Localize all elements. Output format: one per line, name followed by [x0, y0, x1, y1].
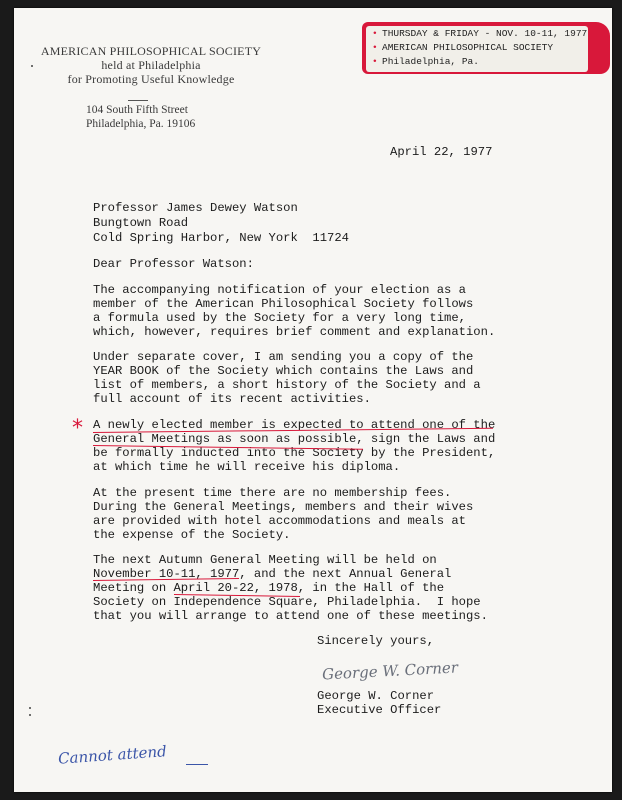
paragraph-line: The next Autumn General Meeting will be held on — [93, 553, 437, 567]
letterhead-city: Philadelphia, Pa. 19106 — [86, 118, 196, 130]
stray-mark — [29, 707, 31, 709]
salutation: Dear Professor Watson: — [93, 257, 254, 271]
paragraph-line: at which time he will receive his diploma. — [93, 460, 401, 474]
handwritten-signature: George W. Corner — [321, 658, 459, 684]
letterhead-street: 104 South Fifth Street — [86, 104, 188, 116]
stray-mark — [31, 65, 33, 67]
letterhead — [40, 44, 262, 86]
paragraph-line: At the present time there are no membership fees. — [93, 486, 452, 500]
handwritten-note: Cannot attend — [57, 742, 168, 768]
paragraph-line: are provided with hotel accommodations and meals at — [93, 514, 466, 528]
letterhead-divider — [128, 100, 148, 101]
paragraph-line: The accompanying notification of your election as a — [93, 283, 466, 297]
signer-name: George W. Corner — [317, 689, 435, 703]
paragraph-line: that you will arrange to attend one of these meetings. — [93, 609, 488, 623]
recipient-city: Cold Spring Harbor, New York 11724 — [93, 231, 349, 245]
sticker-line-city: • Philadelphia, Pa. — [382, 56, 479, 67]
closing: Sincerely yours, — [317, 634, 435, 648]
letter-page — [14, 8, 612, 792]
paragraph-line: Society on Independence Square, Philadelphia. I hope — [93, 595, 481, 609]
sticker-line-org: • AMERICAN PHILOSOPHICAL SOCIETY — [382, 42, 553, 53]
letterhead-org-motto: for Promoting Useful Knowledge — [67, 72, 235, 86]
recipient-name: Professor James Dewey Watson — [93, 201, 298, 215]
paragraph-line: full account of its recent activities. — [93, 392, 371, 406]
recipient-street: Bungtown Road — [93, 216, 189, 230]
paragraph-line: the expense of the Society. — [93, 528, 291, 542]
letterhead-address — [86, 100, 216, 131]
sticker-line-dates: • THURSDAY & FRIDAY - NOV. 10-11, 1977 — [382, 28, 587, 39]
paragraph-line: which, however, requires brief comment and explanation. — [93, 325, 496, 339]
meeting-sticker — [362, 22, 610, 74]
paragraph-line: A newly elected member is expected to attend one of the — [93, 418, 496, 432]
paragraph-line: During the General Meetings, members and their wives — [93, 500, 474, 514]
handwritten-dash — [186, 764, 208, 765]
sticker-label — [366, 26, 588, 72]
signer-title: Executive Officer — [317, 703, 442, 717]
stray-mark — [29, 714, 31, 716]
paragraph-line: General Meetings as soon as possible, sign the Laws and — [93, 432, 496, 446]
paragraph-line: member of the American Philosophical Society follows — [93, 297, 474, 311]
paragraph-line: list of members, a short history of the Society and a — [93, 378, 481, 392]
letter-date: April 22, 1977 — [390, 145, 493, 159]
letterhead-org-name: AMERICAN PHILOSOPHICAL SOCIETY — [40, 44, 262, 58]
paragraph-line: a formula used by the Society for a very long time, — [93, 311, 466, 325]
letterhead-org-place: held at Philadelphia — [101, 58, 201, 72]
paragraph-line: Meeting on April 20-22, 1978, in the Hall of the — [93, 581, 445, 595]
red-asterisk-annotation: * — [72, 416, 83, 441]
paragraph-line: Under separate cover, I am sending you a copy of the — [93, 350, 474, 364]
paragraph-line: YEAR BOOK of the Society which contains the Laws and — [93, 364, 474, 378]
paragraph-line: November 10-11, 1977, and the next Annual General — [93, 567, 452, 581]
paragraph-line: be formally inducted into the Society by the President, — [93, 446, 496, 460]
